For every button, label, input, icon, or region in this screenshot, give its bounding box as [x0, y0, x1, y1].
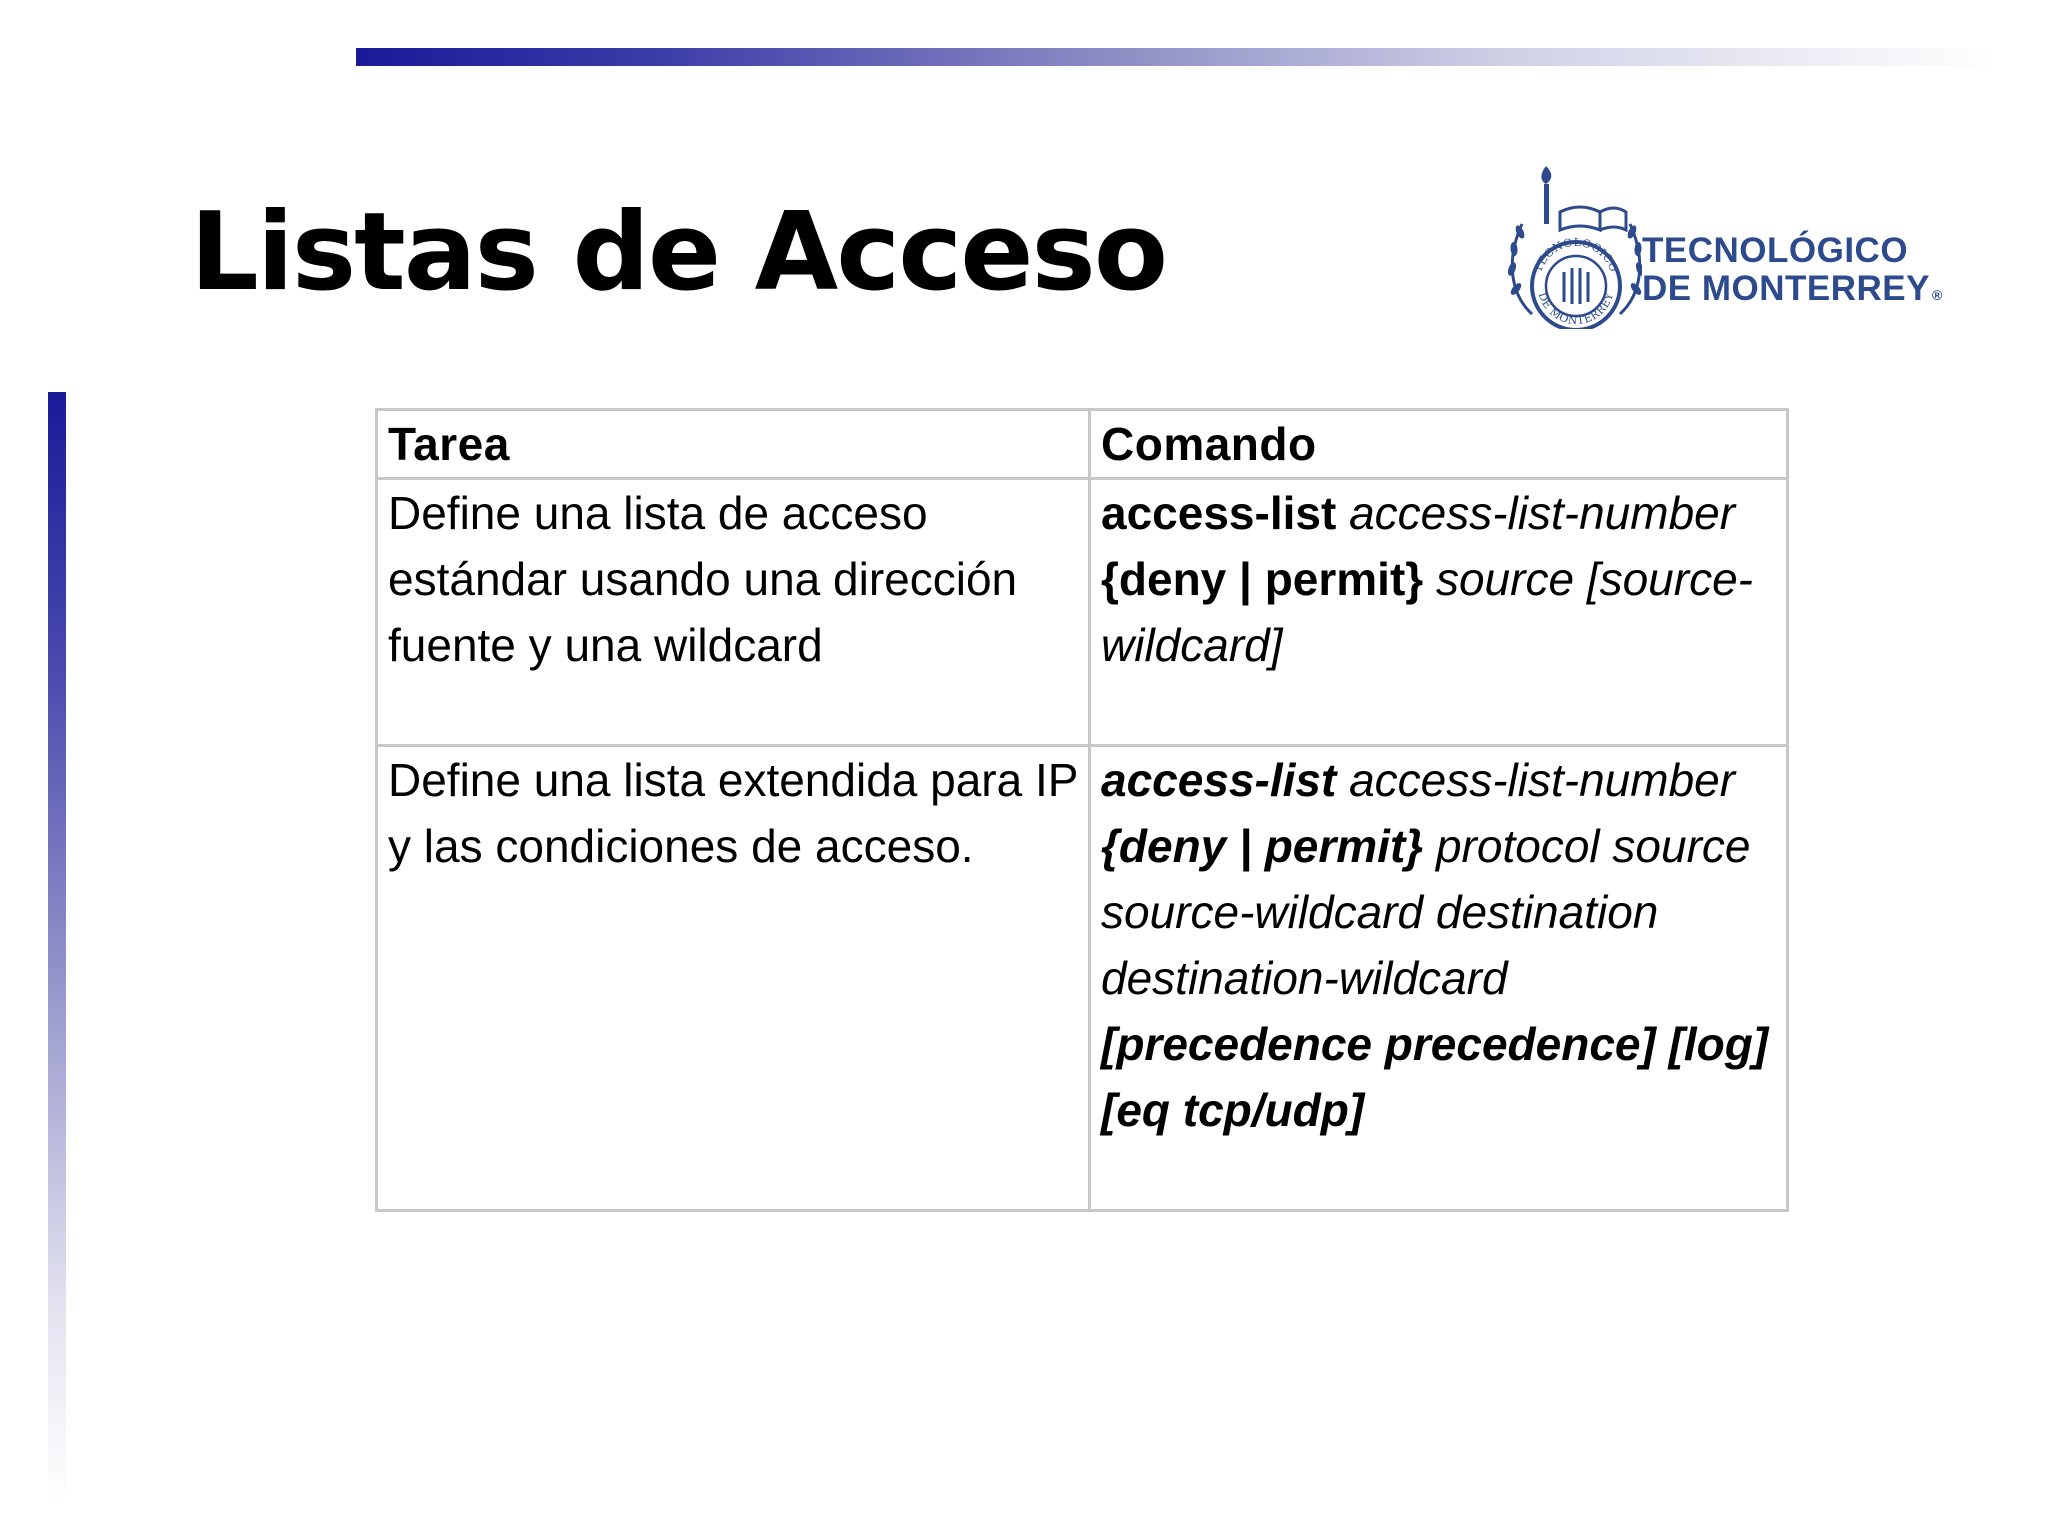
command-list-number: access-list-number [1349, 754, 1736, 806]
task-cell [377, 746, 1090, 1211]
tec-monterrey-logo [1490, 160, 1970, 335]
table-row [377, 746, 1788, 1211]
command-args: protocol source source-wildcard destination destination-wildcard [1101, 820, 1751, 1004]
table-header-row [377, 410, 1788, 479]
command-keyword: access-list [1101, 754, 1337, 806]
registered-mark: ® [1931, 287, 1943, 303]
command-args: source [source-wildcard] [1101, 553, 1753, 671]
command-options: {deny | permit} [1101, 820, 1424, 872]
top-accent-bar [356, 48, 1996, 66]
command-keyword: access-list [1101, 487, 1337, 539]
header-task: Tarea [377, 410, 1090, 479]
command-cell [1090, 746, 1788, 1211]
left-accent-bar [48, 392, 66, 1502]
header-command: Comando [1090, 410, 1788, 479]
task-text: Define una lista extendida para IP y las condiciones de acceso. [388, 754, 1078, 872]
logo-wordmark [1642, 232, 1943, 314]
task-cell [377, 479, 1090, 746]
task-text: Define una lista de acceso estándar usando una dirección fuente y una wildcard [388, 487, 1018, 671]
table-row [377, 479, 1788, 746]
slide-title: Listas de Acceso [190, 190, 1167, 315]
access-list-commands-table [375, 408, 1789, 1212]
logo-line-2-text: DE MONTERREY [1642, 269, 1930, 308]
university-seal-icon [1502, 164, 1642, 329]
logo-line-2 [1642, 270, 1943, 314]
command-cell [1090, 479, 1788, 746]
command-optional-args: [precedence precedence] [log] [eq tcp/udp] [1101, 1018, 1769, 1136]
command-options: {deny | permit} [1101, 553, 1424, 605]
logo-line-1: TECNOLÓGICO [1642, 231, 1909, 270]
svg-text:DE MONTERREY: DE MONTERREY [1535, 290, 1617, 328]
command-list-number: access-list-number [1349, 487, 1736, 539]
svg-text:TECNOLOGICO: TECNOLOGICO [1531, 235, 1621, 275]
